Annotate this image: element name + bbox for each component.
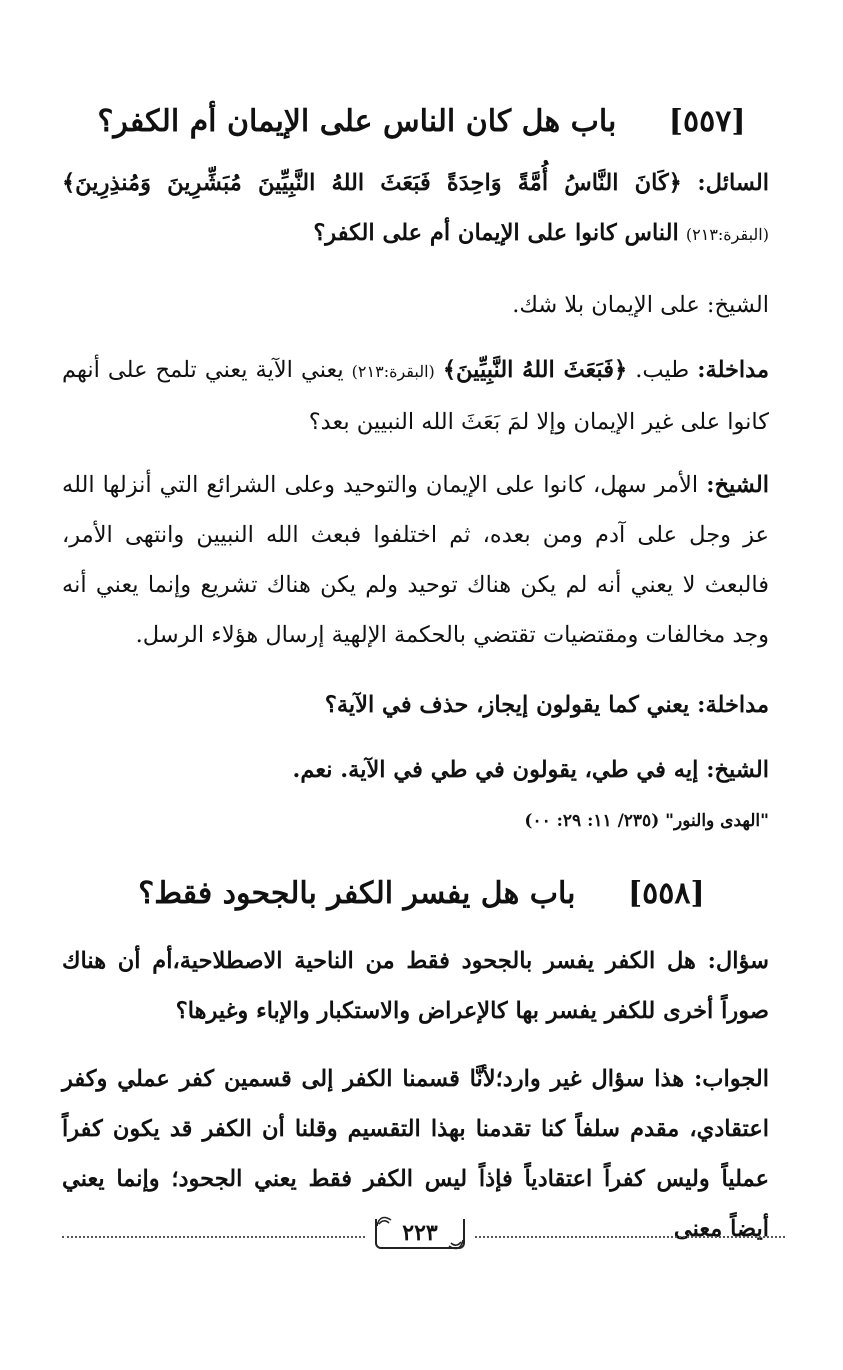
paragraph-text-a: طيب. — [635, 357, 690, 383]
paragraph-text: هل الكفر يفسر بالجحود فقط من الناحية الاصطلاحية،أم أن هناك صوراً أخرى للكفر يفسر بها كالإعراض والاستكبار والإباء وغيرها؟ — [62, 948, 769, 1024]
speaker-label: سؤال: — [707, 948, 769, 974]
section-title: باب هل كان الناس على الإيمان أم الكفر؟ — [97, 104, 617, 139]
paragraph-text: هذا سؤال غير وارد؛لأنَّا قسمنا الكفر إلى قسمين كفر عملي وكفر اعتقادي، مقدم سلفاً كنا تقدمنا بهذا التقسيم وقلنا أن الكفر قد يكون كفراً عملياً وليس كفراً اعتقادياً فإذاً ليس الكفر فقط يعني الجحود؛ وإنما يعني أيضاً معنى — [62, 1066, 769, 1242]
paragraph-sheikh-answer-2 — [62, 460, 769, 660]
paragraph-intervention-2 — [62, 680, 769, 730]
speaker-label: السائل: — [697, 170, 770, 196]
speaker-label: مداخلة: — [697, 692, 769, 718]
paragraph-text: إيه في طي، يقولون في طي في الآية. نعم. — [292, 757, 699, 783]
speaker-label: مداخلة: — [697, 357, 770, 383]
speaker-label: الجواب: — [694, 1066, 769, 1092]
section-number: [٥٥٧] — [668, 104, 746, 139]
paragraph-text: الأمر سهل، كانوا على الإيمان والتوحيد وعلى الشرائع التي أنزلها الله عز وجل على آدم ومن بعده، ثم اختلفوا فبعث الله النبيين وانتهى الأمر، فالبعث لا يعني أنه لم يكن هناك توحيد ولم يكن هناك تشريع وإنما يعني أنه وجد مخالفات ومقتضيات تقتضي بالحكمة الإلهية إرسال هؤلاء الرسل. — [62, 472, 769, 648]
paragraph-question — [62, 936, 769, 1036]
page-number-frame — [367, 1216, 473, 1252]
paragraph-sheikh-answer-3 — [62, 745, 769, 795]
speaker-label: الشيخ: — [706, 472, 769, 498]
paragraph-text: على الإيمان بلا شك. — [512, 292, 700, 318]
paragraph-intervention-1 — [62, 345, 769, 447]
section-heading-557 — [60, 102, 783, 142]
paragraph-text: يعني كما يقولون إيجاز، حذف في الآية؟ — [324, 692, 690, 718]
section-title: باب هل يفسر الكفر بالجحود فقط؟ — [138, 876, 576, 911]
page-number: ٢٢٣ — [402, 1220, 438, 1246]
quran-verse: ﴿كَانَ النَّاسُ أُمَّةً وَاحِدَةً فَبَعَثَ اللهُ النَّبِيِّينَ مُبَشِّرِينَ وَمُنذِرِينَ﴾ — [62, 170, 682, 196]
paragraph-sheikh-answer-1 — [62, 280, 769, 330]
section-heading-558 — [60, 874, 783, 914]
paragraph-text-b: يعني الآية يعني تلمح على أنهم كانوا على غير الإيمان وإلا لمَ بَعَثَ الله النبيين بعد؟ — [62, 357, 769, 435]
verse-reference: (البقرة:٢١٣) — [351, 362, 435, 381]
speaker-label: الشيخ: — [706, 292, 769, 318]
paragraph-text: الناس كانوا على الإيمان أم على الكفر؟ — [313, 220, 679, 246]
quran-verse: ﴿فَبَعَثَ اللهُ النَّبِيِّينَ﴾ — [442, 357, 628, 383]
speaker-label: الشيخ: — [706, 757, 769, 783]
paragraph-questioner — [62, 158, 769, 260]
verse-reference: (البقرة:٢١٣) — [685, 225, 769, 244]
source-citation: "الهدى والنور" (٢٣٥/ ١١: ٢٩: ٠٠) — [524, 811, 769, 831]
section-number: [٥٥٨] — [627, 876, 705, 911]
